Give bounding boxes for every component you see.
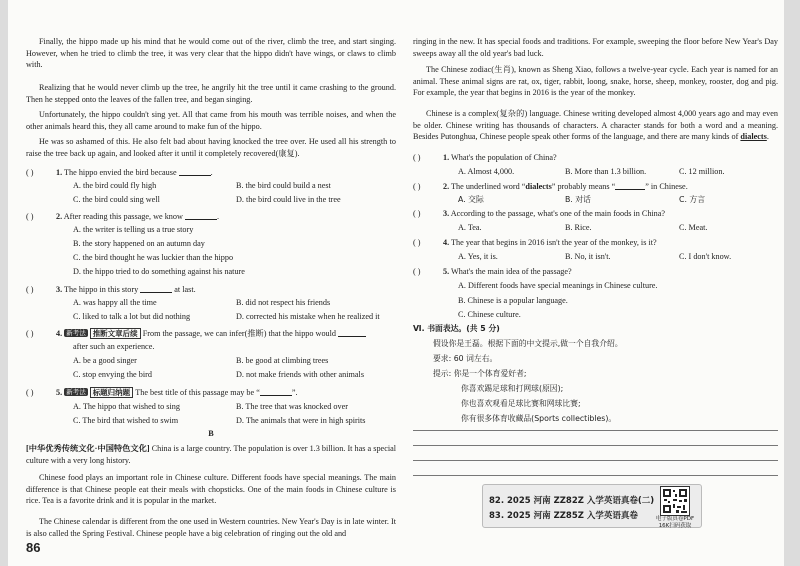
option-b: B. The tree that was knocked over: [236, 402, 348, 411]
question-text: The best title of this passage may be “: [135, 388, 260, 397]
option-d: D. the hippo tried to do something against his nature: [73, 267, 245, 276]
story-paragraph: Unfortunately, the hippo couldn't sing yet. All that came from his mouth was terrible noises, and when the other animals heard this, they all came around to make fun of the hippo.: [26, 110, 396, 131]
passage-b-paragraph: Chinese food plays an important role in Chinese culture. Different foods have special meanings. The main difference is that Chinese people eat their meals with chopsticks. One of the main foods in Chinese culture is rice. Tea is a favorite drink and it is popular in the market.: [26, 473, 396, 505]
option-c: C. Meat.: [679, 223, 708, 232]
question-number: 1.: [443, 153, 450, 162]
option-b: B. be good at climbing trees: [236, 356, 329, 365]
question-text: The hippo envied the bird because: [64, 168, 177, 177]
passage-b-paragraph: [26, 443, 396, 466]
writing-line[interactable]: [413, 430, 778, 431]
question-1: [413, 152, 778, 164]
story-paragraph: He was so ashamed of this. He also felt bad about having knocked the tree over. He used all his strength to raise the tree back up again, and looked after it until it completely recovered(康复).: [26, 137, 396, 158]
question-5: [26, 386, 396, 399]
option-a: A. was happy all the time: [73, 298, 157, 307]
question-text: ” probably means “: [551, 182, 616, 191]
option-d: D. corrected his mistake when he realized it: [236, 312, 380, 321]
question-number: 5.: [56, 388, 63, 397]
question-text: From the passage, we can infer(推断) that the hippo would: [142, 329, 337, 338]
series-item: 83. 2025 河南 ZZ85Z 入学英语真卷: [489, 511, 638, 521]
option-a: A. The hippo that wished to sing: [73, 402, 180, 411]
new-exam-tag: 新考法: [66, 388, 86, 396]
question-type-title: 推断文章后续: [90, 328, 141, 339]
option-d: D. the bird could live in the tree: [236, 195, 341, 204]
answer-blank: [260, 386, 292, 396]
option-a: A. be a good singer: [73, 356, 137, 365]
question-text: The underlined word “: [451, 182, 526, 191]
question-continuation: after such an experience.: [73, 342, 155, 351]
question-3: [413, 208, 778, 220]
new-exam-tag: 新考法: [66, 329, 86, 337]
question-3: [26, 283, 396, 296]
option-a: A. Almost 4,000.: [458, 167, 515, 176]
question-number: 2.: [56, 212, 63, 221]
question-text: According to the passage, what's one of the main foods in China?: [450, 209, 666, 218]
question-text: What's the population of China?: [451, 153, 557, 162]
writing-line[interactable]: [413, 460, 778, 461]
answer-blank: [615, 180, 645, 190]
question-text: The year that begins in 2016 isn't the year of the monkey, is it?: [451, 238, 657, 247]
paragraph-text: Chinese is a complex(复杂的) language. Chinese writing developed almost 4,000 years ago and may even be older. Chinese writing has thousands of characters. A character stands for both a word and a meaning. Besides Putonghua, Chinese people speak other forms of the language, and there are many kinds of: [413, 109, 778, 141]
qr-caption: 电子版真卷PDF: [655, 516, 695, 522]
option-c: C. 12 million.: [679, 167, 725, 176]
answer-blank: [338, 327, 366, 337]
paragraph-end: .: [766, 132, 769, 141]
option-b: B. More than 1.3 billion.: [565, 167, 647, 176]
answer-slot[interactable]: ( ): [26, 329, 34, 338]
writing-instruction: 假设你是王磊。根据下面的中文提示,做一个自我介绍。: [433, 339, 623, 348]
question-number: 1.: [56, 168, 63, 177]
underlined-word: dialects: [740, 132, 767, 141]
paragraph-text: China is a large country. The population is over 1.3 billion. It has a special culture with a very long history.: [26, 444, 397, 465]
writing-hint: 你有很多体育收藏品(Sports collectibles)。: [461, 414, 617, 423]
question-2: [26, 210, 396, 223]
answer-blank: [140, 283, 172, 293]
answer-slot[interactable]: ( ): [26, 388, 34, 397]
page-number: 86: [26, 540, 41, 555]
question-number: 4.: [443, 238, 450, 247]
option-d: D. The animals that were in high spirits: [236, 416, 366, 425]
question-text: What's the main idea of the passage?: [451, 267, 572, 276]
question-tail: at last.: [174, 285, 196, 294]
answer-slot[interactable]: ( ): [26, 212, 34, 221]
question-tail: ” in Chinese.: [645, 182, 688, 191]
answer-slot[interactable]: ( ): [413, 153, 421, 162]
qr-code-icon[interactable]: [660, 486, 690, 516]
answer-slot[interactable]: ( ): [26, 168, 34, 177]
option-a: A. 交际: [458, 195, 484, 204]
option-c: C. 方言: [679, 195, 705, 204]
option-a: A. the bird could fly high: [73, 181, 157, 190]
question-tail: ”.: [291, 388, 298, 397]
qr-caption: 16K扫码获取: [658, 523, 692, 529]
question-2: [413, 180, 778, 193]
question-number: 3.: [56, 285, 63, 294]
option-a: A. Different foods have special meanings in Chinese culture.: [458, 281, 658, 290]
story-paragraph: Finally, the hippo made up his mind that he would come out of the river, climb the tree, and start singing. However, when he tried to climb the tree, it was very clear that the hippo didn't have wings, or claws to climb with.: [26, 37, 396, 69]
passage-b-paragraph: The Chinese calendar is different from the one used in Western countries. New Year's Day is in late winter. It is also called the Spring Festival. Chinese people have a big celebration of ringing out the old and: [26, 517, 396, 538]
option-b: B. Rice.: [565, 223, 592, 232]
option-c: C. I don't know.: [679, 252, 732, 261]
question-number: 4.: [56, 329, 63, 338]
writing-requirement: 要求: 60 词左右。: [433, 354, 498, 363]
question-type-title: 标题归纳题: [90, 387, 134, 398]
option-c: C. the bird thought he was luckier than the hippo: [73, 253, 234, 262]
option-c: C. The bird that wished to swim: [73, 416, 179, 425]
answer-blank: [179, 166, 211, 176]
question-tail: .: [210, 168, 213, 177]
series-item: 82. 2025 河南 ZZ82Z 入学英语真卷(二): [489, 496, 655, 506]
answer-slot[interactable]: ( ): [413, 267, 421, 276]
option-c: C. the bird could sing well: [73, 195, 160, 204]
option-b: B. the bird could build a nest: [236, 181, 331, 190]
option-b: B. did not respect his friends: [236, 298, 331, 307]
question-text: After reading this passage, we know: [63, 212, 183, 221]
question-5: [413, 266, 778, 278]
passage-b-paragraph: [413, 108, 778, 143]
option-d: D. not make friends with other animals: [236, 370, 365, 379]
question-1: [26, 166, 396, 179]
answer-slot[interactable]: ( ): [413, 209, 421, 218]
writing-hint: 你也喜欢观看足球比赛和网球比赛;: [461, 399, 581, 408]
answer-slot[interactable]: ( ): [413, 182, 421, 191]
culture-tag: [中华优秀传统文化·中国特色文化]: [26, 444, 150, 453]
writing-hint: 你喜欢踢足球和打网球(原因);: [461, 384, 564, 393]
question-text: The hippo in this story: [64, 285, 139, 294]
writing-hint: 提示: 你是一个体育爱好者;: [433, 369, 527, 378]
option-b: B. No, it isn't.: [565, 252, 611, 261]
answer-blank: [185, 210, 217, 220]
option-c: C. stop envying the bird: [73, 370, 152, 379]
option-b: B. the story happened on an autumn day: [73, 239, 205, 248]
question-4: [413, 237, 778, 249]
story-paragraph: Realizing that he would never climb up the tree, he angrily hit the tree until it came crashing to the ground. Then he stepped onto the leaves of the fallen tree, and began singing.: [26, 83, 396, 104]
answer-slot[interactable]: ( ): [26, 285, 34, 294]
passage-b-paragraph: ringing in the new. It has special foods and traditions. For example, sweeping the floor before New Year's Day sweeps away all the old year's bad luck.: [413, 37, 778, 58]
writing-line[interactable]: [413, 475, 778, 476]
exam-page: [8, 0, 784, 566]
section-b-heading: B: [208, 429, 214, 438]
option-b: B. 对话: [565, 195, 591, 204]
option-a: A. Tea.: [458, 223, 482, 232]
option-b: B. Chinese is a popular language.: [458, 296, 568, 305]
option-a: A. the writer is telling us a true story: [73, 225, 194, 234]
question-number: 3.: [443, 209, 450, 218]
question-4: [26, 327, 396, 340]
question-number: 2.: [443, 182, 450, 191]
quoted-word: dialects: [525, 182, 552, 191]
passage-b-paragraph: The Chinese zodiac(生肖), known as Sheng Xiao, follows a twelve-year cycle. Each year is named for an animal. These animal signs are rat, ox, tiger, rabbit, loong, snake, horse, sheep, monkey, rooster, dog and pig. For example, the year that begins in 2016 is the year of the monkey.: [413, 65, 778, 97]
answer-slot[interactable]: ( ): [413, 238, 421, 247]
option-c: C. Chinese culture.: [458, 310, 521, 319]
question-number: 5.: [443, 267, 450, 276]
option-a: A. Yes, it is.: [458, 252, 498, 261]
writing-line[interactable]: [413, 445, 778, 446]
question-tail: .: [216, 212, 219, 221]
option-c: C. liked to talk a lot but did nothing: [73, 312, 191, 321]
writing-section-title: Ⅵ. 书面表达。(共 5 分): [413, 324, 500, 333]
